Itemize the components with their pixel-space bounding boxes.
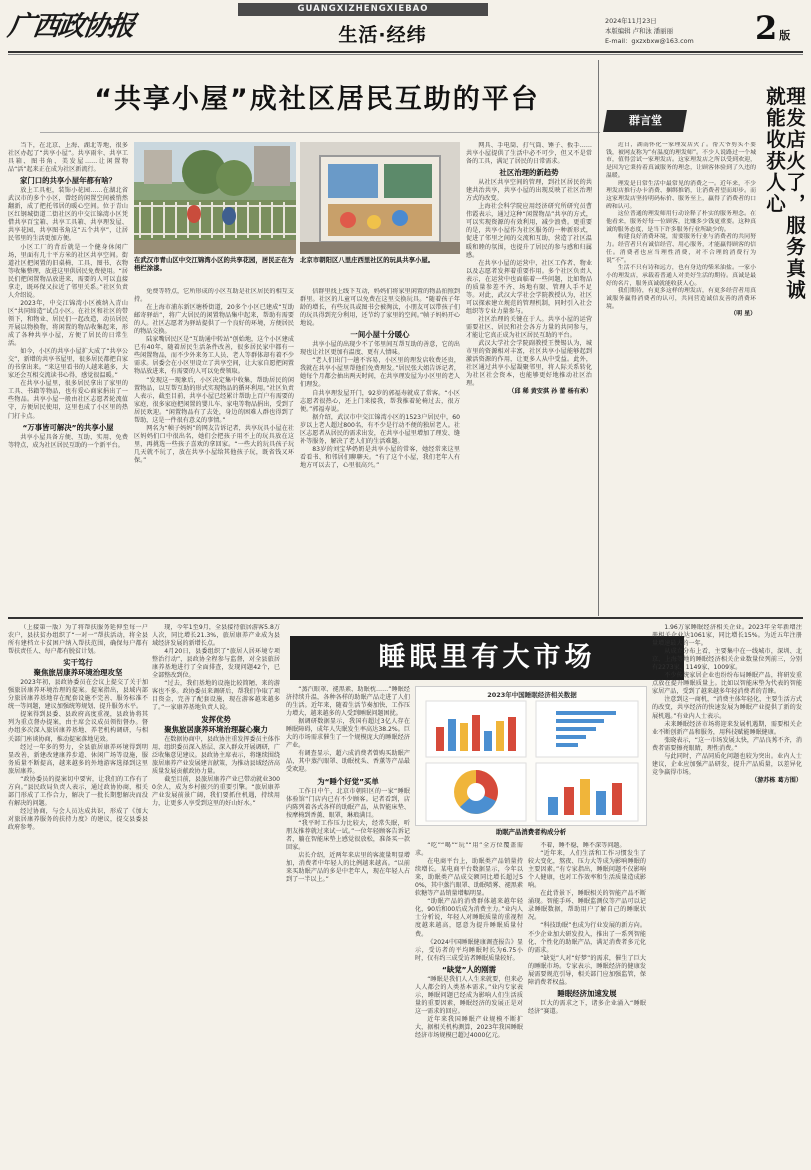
infographic-graphics — [416, 687, 647, 826]
continued-story: （上接第一版）为了将帮扶服务延伸至每一户农户，县扶贫办组织了“一对一”帮扶活动，将全县所有建档立卡贫困户纳入帮扶范围，确保每户都有帮扶责任人、每户都有脱贫计划。 实干笃行 聚焦旅居康养环境治理攻坚 2023年初，县政协委员在会议上提交了关于加强旅居康养环境治理的提案。提案指出，县域内部分旅居康养基地存在配套设施不完善、服务标准不统一等问题，建议加强统筹规划、提升服务水平。 提案得到县委、县政府高度重视，县政协将其列为重点督办提案，由主席会议成员领衔督办。督办组多次深入旅居康养基地、养老机构调研，与相关部门座谈协商，推动提案落地见效。 经过一年多的努力，全县旅居康养环境得到明显改善，新建改建康养步道、休闲广场等设施，服务质量不断提高，越来越多的外地游客选择到这里旅居康养。 “政协委员的提案切中要害，让我们的工作有了方向。”县民政局负责人表示，通过政协协商，相关部门形成了工作合力，解决了一批长期想解决而没有解决的问题。 经过协商，与会人员达成共识，形成了《加大对旅居康养服务的扶持力度》的建议，提交县委县政府参考。 — [8, 624, 148, 832]
column-title: 理发店火了，服务真诚就能收获人心 — [763, 86, 806, 301]
masthead-rule-thin — [8, 54, 803, 55]
subhead: 家门口的共享小屋年都有啥？ — [19, 176, 117, 186]
photo-toy-hut-caption: 北京市朝阳区八里庄西里社区的玩具共享小屋。 — [300, 256, 435, 264]
sleep-col-d: 1.96万家睡眠经济相关企业。2023年全年新增注册相关企业达1061家，同比增长15%。为近五年注册量增速最大的一年。 从成立分布上看，主要集中在一线城市，深圳、北京、上海等地的睡眠经济相关企业数量位列前三，分别有2273家、1149家、1009家。 不少传统家居企业也纷纷布局睡眠产品，将研发重点放在提升睡眠质量上。比如以智能床垫为代表的智能家居产品，受到了越来越多年轻消费者的青睐。 注意到这一商机，“消费主体年轻化，主要生活方式的改变，共享经济的快速发展为睡眠产业提供了新的发展机遇。”有业内人士表示。 未来睡眠经济市场将迎来发展机遇期，需要相关企业不断创新产品和服务，用科技赋能睡眠健康。 张晓表示，“这一市场发展太快，产品良莠不齐，消费者需要擦亮眼睛，理性消费。” 与此同时，产品同质化问题也较为突出。业内人士建议，企业应加强产品研发，提升产品质量，以差异化竞争赢得市场。 （游苏栋 葛方围） — [652, 624, 802, 784]
top-story-col1: 当下，在北京、上海、湖北等地，很多社区办起了“共享小屋”。共享雨伞、共享工具箱、图书角、美发屋……让闲置物品“活”起来正在成为社区新流行。 家门口的共享小屋年都有啥？ 放上工具柜，装饰小花园……在湖北省武汉市的多个小区，曾经的闲置空间被悄然翻新，成了把托邻居的暖心空间。位于青山区红钢城街道二街社区的中交江锦湾小区凭借共享百宝箱、共享工具箱、共享理发屋、共享花园、共享图书角这“五个共享”，让居民邻里的生活更加方便。 小区工厂的背后就是一个健身休闲广场，里面有几十平方米的社区共享空间。街道社区把闲置的旧桌椅、工具、图书、衣物等收集整理，放进这里供居民免费使用。“居民们把闲置物品放进来，需要的人可以直接拿走，既环保又拉近了邻里关系。”社区负责人介绍说。 2023年，中交江锦湾小区被纳入青山区“共同缔造”试点小区。在社区和社区的带领下，和物业、居民们一起改造，动员居民开展以物换物，将闲置的物品收集起来，形成了各种共享小屋，方便了居民的日常生活。 如今，小区的共享小屋扩大成了“共享公交”，新增的共享书屋里，很多居民都把自家的书拿出来。“来这里看书的人越来越多，大家还会互相交流读书心得，感觉很温暖。” 在共享小屋里，很多居民拿出了家里的工具、书籍等物品，也有爱心商家捐出了一些物品。共享小屋一般由社区志愿者轮流值守，方便居民使用，这里也成了小区里的热门打卡点。 “万事皆可解决”的共享小屋 共享小屋具备方便、互助、实用、免费等特点，成为社区居民互助的一个新平台。 — [8, 142, 128, 449]
sleep-byline: （游苏栋 葛方围） — [751, 776, 802, 784]
subhead: 发挥优势 聚焦旅居康养环境治理凝心聚力 — [164, 714, 268, 734]
subhead: 睡眠经济加速发展 — [557, 988, 617, 998]
masthead-logo: 广西政协报 — [5, 11, 136, 42]
sleep-col-a: “蒸汽眼罩、褪黑素、助眠枕……”睡眠经济持续升温，各种各样的助眠产品走进了人们的生活。近年来，随着生活节奏加快、工作压力增大，越来越多的人受到睡眠问题困扰。 据调研数据显示，我国有超过3亿人存在睡眠障碍，成年人失眠发生率高达38.2%。巨大的市场需求催生了一个规模庞大的睡眠经济产业。 有调查显示，超六成消费者曾购买助眠产品，其中蒸汽眼罩、助眠枕头、香薰等产品最受欢迎。 为“睡个好觉”买单 工作日中午，北京市朝阳区的一家“睡眠体验馆”门店内已有不少顾客。记者看到，店内陈列着各式各样的助眠产品，从智能床垫、按摩椅到香薰、眼罩，琳琅满目。 “我平时工作压力比较大，经常失眠，听朋友推荐就过来试一试。”一位年轻顾客告诉记者，躺在智能床垫上感觉很放松，准备买一款回家。 店长介绍，近两年来店里的客流量明显增加，消费者中年轻人的比例越来越高。“以前来买助眠产品的多是中老年人，现在年轻人占到了一半以上。” — [286, 686, 410, 884]
continued-story-mid: 现，今年1至9月，全县接待旅居游客5.8万人次，同比增长21.3%，旅居康养产业成为县域经济发展的新增长点。 4月20日，县委组织了“旅居人居环境专项整治行动”，县政协全程参与监督，对全县旅居康养基地进行了全面排查，发现问题42个，已全部整改到位。 “过去，我们基地的设施比较简陋，来的游客也不多。政协委员来调研后，帮我们争取了项目资金，完善了配套设施，现在游客越来越多了。”一家康养基地负责人说。 发挥优势 聚焦旅居康养环境治理凝心聚力 在数据协商中，县政协注重发挥委员主体作用，组织委员深入基层、深入群众开展调研，广泛收集意见建议。县政协主席表示，将继续围绕旅居康养产业发展建言献策，为推动县域经济高质量发展贡献政协力量。 截至目前，县旅居康养产业已带动就业3000余人，成为乡村振兴的重要引擎。“旅居康养产业发展前景广阔，我们要抓住机遇，持续用力，让更多人享受到这里的好山好水。” — [152, 624, 280, 807]
issue-date: 2024年11月23日 — [605, 17, 657, 25]
subhead: “万事皆可解决”的共享小屋 — [22, 422, 114, 432]
top-story-col4: 网具、手电筒、打气筒、锤子、扳手……共享小屋提供了生活中必不可少，但又不是常备的工具，满足了居民的日常需求。 社区治理的新趋势 从社区共享空间的管理，到社区居民的共建共治共享，共享小屋的出现反映了社区治理方式的改变。 上海社会科学院应用经济研究所研究员曹伟霞表示，通过这种“闲置物品”共享的方式，可以实现资源的有效利用，减少浪费。更重要的是，共享小屋作为社区服务的一种新形式，促进了邻里之间的交流和互助，营造了社区温暖和睦的氛围，也提升了居民的参与感和归属感。 在共享小屋的运营中，社区工作者、物业以及志愿者发挥着重要作用。多个社区负责人表示，在运营中也面临着一些问题，比如物品的质量参差不齐、场地有限、管理人手不足等。对此，武汉大学社会学院教授认为，社区可以探索建立规范的管理机制，同时引入社会组织等专业力量参与。 社区治理的关键在于人。共享小屋的运营需要社区、居民和社会各方力量的共同参与，才能让它真正成为社区居民互助的平台。 武汉大学社会学院副教授王赞锡认为，城市里的资源相对丰富，社区共享小屋能够起到激活资源的作用，让更多人从中受益。此外，社区通过共享小屋凝聚邻里，将人际关系转化为社区社会资本，也能够更好地推动社区治理。 （邱 稀 黄安淇 孙 蕾 杨有承） — [466, 142, 592, 396]
sleep-headline: 睡眠里有大市场 — [378, 642, 596, 673]
issue-info — [605, 16, 745, 46]
subhead: 一间小屋十分暖心 — [350, 330, 410, 340]
page-number — [755, 10, 811, 46]
masthead-rule — [8, 51, 803, 53]
half-divider — [8, 617, 803, 619]
page-number-digit: 2 — [755, 9, 778, 47]
column-byline: （明 星） — [730, 311, 756, 318]
sleep-col-c: 不着，睡不稳，睡不深等问题。 “近年来，人们生活和工作习惯发生了较大变化，熬夜、压力大等成为影响睡眠的主要因素。”有专家指出，睡眠问题不仅影响个人健康，也对工作效率和生活质量造成影响。 在此背景下，睡眠相关的智能产品不断涌现。智能手环、睡眠监测仪等产品可以记录睡眠数据，帮助用户了解自己的睡眠状况。 “科技助眠”也成为行业发展的新方向。不少企业加大研发投入，推出了一系列智能化、个性化的助眠产品，满足消费者多元化的需求。 “缺觉”人对“好梦”的需求，催生了巨大的睡眠市场。专家表示，睡眠经济的健康发展需要规范引导，相关部门应加强监管，保障消费者权益。 睡眠经济加速发展 巨大的需求之下，诸多企业涌入“睡眠经济”赛道。 — [528, 842, 646, 1015]
section-title: 生活·经纬 — [338, 24, 427, 46]
page-number-suffix: 版 — [779, 29, 791, 42]
byline: （邱 稀 黄安淇 孙 蕾 杨有承） — [508, 388, 592, 396]
infographic-caption: 助眠产品消费者构成分析 — [495, 828, 567, 836]
pinyin-bar: GUANGXIZHENGXIEBAO — [238, 3, 488, 16]
issue-email: E-mail：gxzxbxw@163.com — [605, 37, 694, 45]
subhead: 为“睡个好觉”买单 — [317, 776, 379, 786]
subhead: 实干笃行 聚焦旅居康养环境治理攻坚 — [33, 658, 123, 678]
subhead: “缺觉”人的刚需 — [441, 964, 497, 974]
photo-toy-hut-image — [300, 142, 460, 254]
subhead: 社区治理的新趋势 — [499, 168, 559, 178]
photo-garden — [134, 142, 296, 254]
top-story-col2: 免费等特点，它所形成的小区互助是社区居民的相互支持。 在上海市浦东新区塘桥街道，20多个小区已建成“互助邮寄驿站”，将广大居民的闲置物品集中起来，帮助有需要的人。社区志愿者为驿站提供了一个良好的环境，方便居民的物品交换。 陆家嘴居民区是“互助通中转站”创始地，这个小区建成已有40年，随着居民生活条件改善，很多居民家中都有一些闲置物品，而不少外来务工人员、老人等群体却有着不少需求。居委会在小区里设立了共享空间，让大家自愿把闲置物品放进来，有需要的人可以免费领取。 “发现这一现象后，小区决定集中收集，帮助居民的闲置物品，以互帮互助的形式实现物品的循环利用。”社区负责人表示，截至目前，共享小屋已经累计帮助上百户有需要的家庭，很多家庭把闲置的婴儿车、家电等物品捐出，受到了居民欢迎。“闲置物品有了去处，身边的困难人群也得到了帮助，这是一件很有意义的事情。” 网名为“帧子妈妈”的网友告诉记者，共享玩具小屋在社区妈妈们口中很出名，她们会把孩子用不上的玩具放在这里，再挑选一些孩子喜欢的拿回家。“一些大的玩具孩子玩几天就不玩了，放在共享小屋给其他孩子玩，既省钱又环保。” — [134, 288, 294, 464]
sleep-col-b: “吃”“喝”“玩”“用”全方位覆盖需求。 在电商平台上，助眠类产品销量持续增长。某电商平台数据显示，今年以来，助眠类产品成交额同比增长超过50%，其中蒸汽眼罩、助眠喷雾、褪黑素软糖等产品销量增幅明显。 “助眠产品的消费群体越来越年轻化，90后和00后成为消费主力。”业内人士分析说，年轻人对睡眠质量的重视程度越来越高，愿意为提升睡眠质量付费。 《2024中国睡眠健康调查报告》显示，受访者的平均睡眠时长为6.75小时，仅有约三成受访者睡眠质量较好。 “缺觉”人的刚需 “睡眠是我们人人生来就要，但来必人人都会的人类基本需求。”业内专家表示，睡眠问题已经成为影响人们生活质量的重要因素，睡眠经济的发展正是对这一需求的回应。 近年来我国睡眠产业规模不断扩大，据相关机构测算，2023年我国睡眠经济市场规模已超过4000亿元。 — [415, 842, 523, 1040]
photo-toy-hut — [300, 142, 460, 254]
headline-divider — [40, 132, 600, 133]
infographic-title: 2023年中国睡眠经济相关数据 — [487, 691, 577, 699]
sleep-infographic — [415, 686, 647, 826]
column-divider — [598, 60, 599, 616]
photo-garden-image — [134, 142, 296, 254]
column-banner: 群言堂 — [603, 110, 687, 132]
top-story-col3: 信群里找上线下互动，妈妈们将家里闲置的物品拍照到群里。社区的儿童可以免费在这里交换玩具。“随着孩子年龄的增长，有些玩具或图书会被淘汰，小朋友可以带孩子们的玩具得到充分利用，还节约了家里的空间。”帧子妈妈开心地说。 一间小屋十分暖心 共享小屋的出现少不了邻里间互帮互助的善意，它的出现也让社区更加有温度、更有人情味。 “老人们出门一趟不容易，小区里的理发店收费还贵，我就在共享小屋里帮他们免费理发。”居民张大姐告诉记者，她每个月都会抽出两天时间，在共享理发屋为小区里的老人们理发。 自共享理发屋开门，92岁的郭福寿就成了常客。“小区志愿者很热心，还上门来接我，帮我推着轮椅过去，很方便。”郭福寿说。 据介绍，武汉市中交江锦湾小区的1523户居民中，60岁以上老人超过800名，有不少是行动不便的独居老人。社区志愿者从居民的需求出发，在共享小屋里增加了理发、缝补等服务，解决了老人们的生活难题。 83岁的刘宝华奶奶是共享小屋的常客，她经常来这里看看书、和邻居们聊聊天。“有了这个小屋，我们老年人有地方可以去了，心里很高兴。” — [300, 288, 460, 469]
top-headline: “共享小屋”成社区居民互助的平台 — [94, 84, 540, 115]
photo-garden-caption: 在武汉市青山区中交江锦湾小区的共享花园，居民正在为梧栏涂漆。 — [134, 256, 294, 272]
issue-editors: 本版编辑 卢和泳 潘丽丽 — [605, 27, 673, 35]
column-body: 近日，湖南怀化一家理发店火了。帮大爷剪头不要钱，被网友称为“有温度的理发师”。不少人说路过一个城市，值得尝试一家理发店。这家理发店之所以受到欢迎，是因为它秉持着真诚服务的理念，让顾客体验到了久违的温暖。 理发是日常生活中最常见的消费之一。近年来，不少理发店推行办卡消费、捆绑推销，让消费者望而却步。而这家理发店坚持明码标价、服务至上，赢得了消费者的口碑和认可。 这位普通的理发师用行动诠释了朴实的服务理念。在他看来，服务好每一位顾客，比赚多少钱更重要。这种真诚的服务态度，是当下许多服务行业所缺少的。 构建良好消费环境，需要服务行业与消费者的共同努力。经营者只有诚信经营、用心服务，才能赢得顾客的信任。消费者也应当理性消费，对不合理的消费行为说“不”。 生活不只有诗和远方，也有身边的柴米油盐。一家小小的理发店，承载着普通人对美好生活的期待。真诚是最好的名片，服务真诚就能收获人心。 我们期待，有更多这样的理发店，有更多经营者用真诚服务赢得消费者的认可，共同营造诚信友善的消费环境。 （明 星） — [606, 142, 756, 318]
